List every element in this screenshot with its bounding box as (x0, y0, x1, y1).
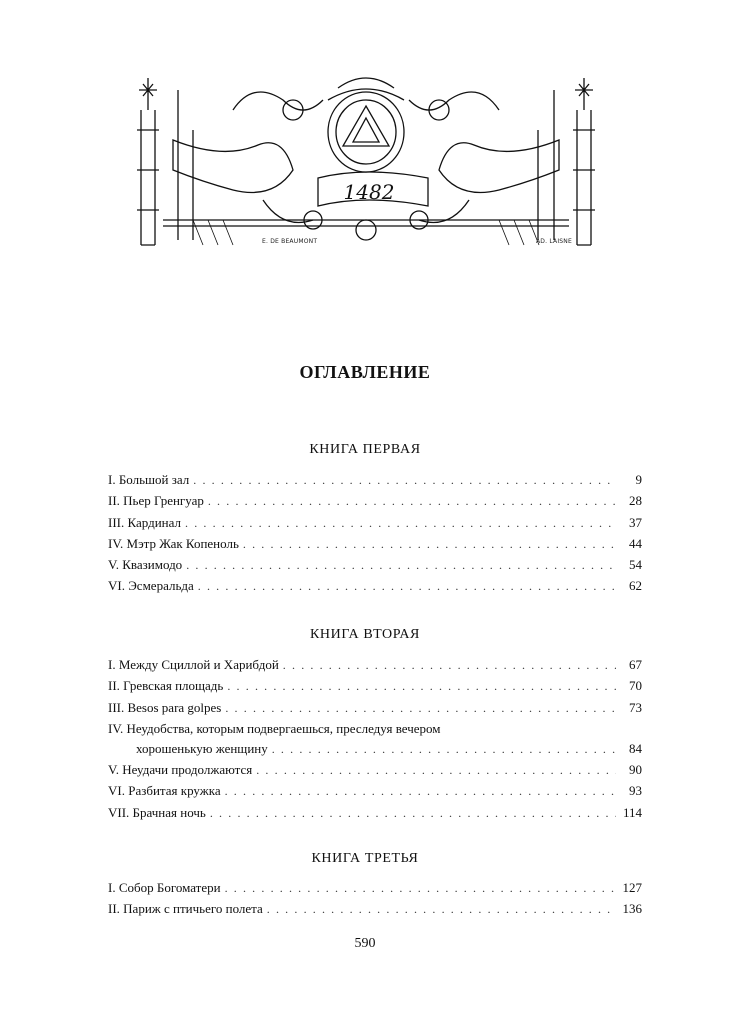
book-heading-1: КНИГА ПЕРВАЯ (309, 442, 421, 457)
toc-entry[interactable] (108, 533, 642, 554)
dot-leader (185, 513, 616, 534)
chapter-page: 84 (629, 740, 642, 756)
toc-list-book-1 (108, 469, 642, 597)
chapter-title: II. Париж с птичьего полета (108, 901, 263, 917)
dot-leader (256, 760, 616, 781)
engraver-signature-left: E. DE BEAUMONT (262, 238, 318, 245)
chapter-title: III. Besos para golpes (108, 699, 222, 715)
toc-entry[interactable] (108, 654, 642, 675)
chapter-title: I. Большой зал (108, 472, 190, 487)
toc-entry[interactable] (108, 759, 642, 780)
chapter-page: 114 (622, 804, 642, 820)
dot-leader (225, 878, 616, 899)
chapter-page: 90 (629, 762, 642, 778)
toc-entry[interactable] (108, 512, 642, 533)
chapter-page: 9 (635, 472, 642, 487)
chapter-title: III. Кардинал (108, 514, 181, 530)
toc-title: ОГЛАВЛЕНИЕ (299, 362, 431, 382)
dot-leader (210, 803, 616, 824)
chapter-title: VI. Эсмеральда (108, 578, 194, 594)
chapter-page: 37 (629, 514, 642, 530)
chapter-title: VI. Разбитая кружка (108, 783, 221, 799)
toc-list-book-2 (108, 654, 642, 823)
chapter-title: VII. Брачная ночь (108, 804, 206, 820)
chapter-page: 70 (629, 678, 642, 694)
chapter-title: II. Гревская площадь (108, 678, 224, 694)
toc-entry[interactable] (108, 554, 642, 575)
dot-leader (186, 555, 616, 576)
toc-entry-first-line[interactable] (108, 718, 642, 738)
dot-leader (198, 576, 616, 597)
engraver-signature-right: AD. LAISNE (536, 238, 572, 245)
toc-entry-continuation[interactable] (108, 738, 642, 759)
dot-leader (193, 470, 616, 491)
engraved-vignette (133, 70, 599, 260)
dot-leader (267, 899, 616, 920)
chapter-title: IV. Мэтр Жак Копеноль (108, 535, 239, 551)
toc-entry[interactable] (108, 575, 642, 596)
chapter-title: IV. Неудобства, которым подвергаешься, преследуя вечером (108, 720, 441, 736)
chapter-page: 44 (629, 535, 642, 551)
chapter-page: 28 (629, 493, 642, 509)
chapter-title: I. Собор Богоматери (108, 880, 221, 895)
toc-entry[interactable] (108, 780, 642, 801)
toc-list-book-3 (108, 877, 642, 920)
chapter-page: 62 (629, 578, 642, 594)
book-heading-3: КНИГА ТРЕТЬЯ (311, 851, 419, 866)
chapter-page: 73 (629, 699, 642, 715)
toc-entry[interactable] (108, 877, 642, 898)
chapter-page: 127 (622, 880, 642, 895)
dot-leader (243, 534, 616, 555)
dot-leader (227, 676, 616, 697)
toc-entry[interactable] (108, 697, 642, 718)
vignette-year: 1482 (343, 180, 395, 204)
page-number: 590 (354, 936, 376, 951)
toc-entry[interactable] (108, 898, 642, 919)
chapter-page: 67 (629, 657, 642, 672)
toc-entry[interactable] (108, 802, 642, 823)
toc-entry[interactable] (108, 490, 642, 511)
chapter-page: 136 (622, 901, 642, 917)
dot-leader (283, 655, 616, 676)
chapter-title: I. Между Сциллой и Харибдой (108, 657, 279, 672)
dot-leader (208, 491, 616, 512)
dot-leader (225, 781, 616, 802)
toc-entry[interactable] (108, 469, 642, 490)
chapter-title-continuation: хорошенькую женщину (136, 740, 268, 756)
chapter-title: V. Квазимодо (108, 557, 183, 573)
chapter-page: 93 (629, 783, 642, 799)
dot-leader (225, 698, 616, 719)
gothic-ornament-illustration (133, 70, 599, 260)
chapter-page: 54 (629, 557, 642, 573)
toc-entry[interactable] (108, 675, 642, 696)
chapter-title: V. Неудачи продолжаются (108, 762, 253, 778)
dot-leader (272, 739, 616, 760)
book-heading-2: КНИГА ВТОРАЯ (309, 627, 420, 642)
chapter-title: II. Пьер Гренгуар (108, 493, 204, 509)
